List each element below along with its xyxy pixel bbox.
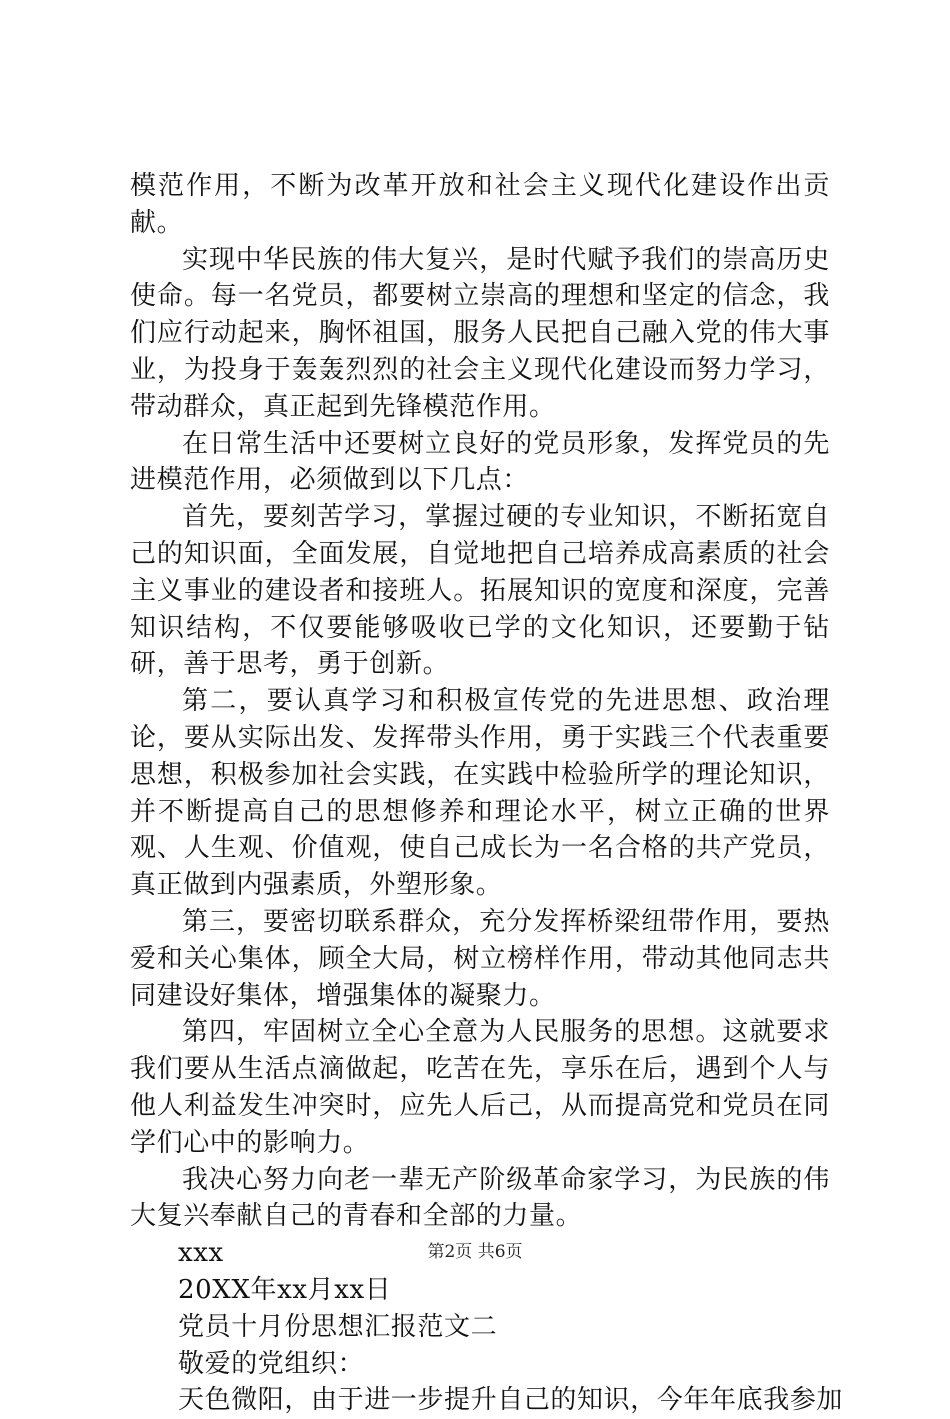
paragraph-7: 第四，牢固树立全心全意为人民服务的思想。这就要求我们要从生活点滴做起，吃苦在先，享乐在后，遇到个人与他人利益发生冲突时，应先人后己，从而提高党和党员在同学们心中的影响力。: [130, 1017, 830, 1158]
next-section-title: 党员十月份思想汇报范文二: [178, 1311, 498, 1342]
paragraph-2: 实现中华民族的伟大复兴，是时代赋予我们的崇高历史使命。每一名党员，都要树立崇高的理想和坚定的信念，我们应行动起来，胸怀祖国，服务人民把自己融入党的伟大事业，为投身于轰轰烈烈的社会主义现代化建设而努力学习，带动群众，真正起到先锋模范作用。: [130, 244, 830, 422]
paragraph-6: 第三，要密切联系群众，充分发挥桥梁纽带作用，要热爱和关心集体，顾全大局，树立榜样作用，带动其他同志共同建设好集体，增强集体的凝聚力。: [130, 906, 830, 1011]
paragraph-4: 首先，要刻苦学习，掌握过硬的专业知识，不断拓宽自己的知识面，全面发展，自觉地把自己培养成高素质的社会主义事业的建设者和接班人。拓展知识的宽度和深度，完善知识结构，不仅要能够吸收已学的文化知识，还要勤于钻研，善于思考，勇于创新。: [130, 502, 830, 680]
date-line: 20XX年xx月xx日: [178, 1274, 392, 1305]
document-body: [130, 168, 844, 1419]
page-footer: 第2页 共6页: [427, 1242, 523, 1262]
signature: xxx: [178, 1238, 224, 1269]
paragraph-8: 我决心努力向老一辈无产阶级革命家学习，为民族的伟大复兴奉献自己的青春和全部的力量。: [130, 1164, 830, 1232]
paragraph-3: 在日常生活中还要树立良好的党员形象，发挥党员的先进模范作用，必须做到以下几点：: [130, 428, 830, 496]
salutation: 敬爱的党组织：: [178, 1348, 365, 1379]
next-section-opening: 天色微阳，由于进一步提升自己的知识，今年年底我参加: [178, 1385, 844, 1416]
paragraph-1: 模范作用，不断为改革开放和社会主义现代化建设作出贡献。: [130, 171, 830, 238]
paragraph-5: 第二，要认真学习和积极宣传党的先进思想、政治理论，要从实际出发、发挥带头作用，勇于实践三个代表重要思想，积极参加社会实践，在实践中检验所学的理论知识，并不断提高自己的思想修养和理论水平，树立正确的世界观、人生观、价值观，使自己成长为一名合格的共产党员，真正做到内强素质，外塑形象。: [130, 686, 830, 901]
